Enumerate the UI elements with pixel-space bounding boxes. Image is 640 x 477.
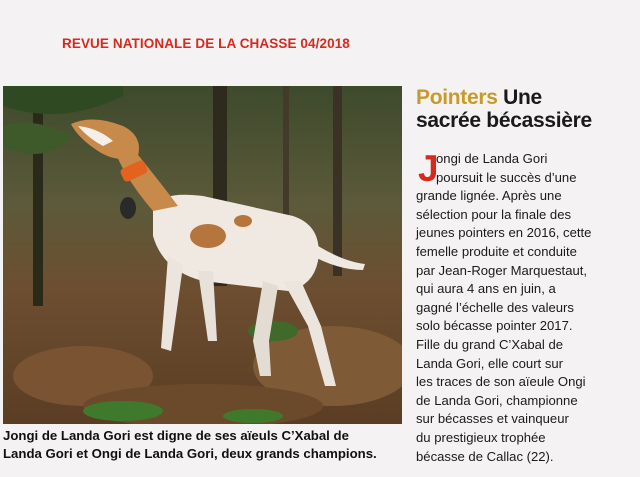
body-line: gagné l’échelle des valeurs — [416, 299, 574, 315]
body-line: solo bécasse pointer 2017. — [416, 318, 573, 334]
body-line: qui aura 4 ans en juin, a — [416, 281, 556, 297]
body-line: Fille du grand C’Xabal de — [416, 336, 564, 352]
drop-cap: J — [418, 148, 439, 189]
body-line: par Jean-Roger Marquestaut, — [416, 262, 588, 278]
body-line: de Landa Gori, championne — [416, 392, 578, 408]
caption-line: Landa Gori et Ongi de Landa Gori, deux grands champions. — [3, 446, 377, 461]
dog-photo — [3, 86, 402, 424]
body-line: jeunes pointers en 2016, cette — [416, 225, 592, 241]
body-line: sur bécasses et vainqueur — [416, 411, 569, 427]
title-rest: Une — [497, 86, 542, 109]
title-line-2: sacrée bécassière — [416, 109, 592, 132]
article-body — [416, 150, 638, 466]
body-line: femelle produite et conduite — [416, 243, 577, 259]
title-accent: Pointers — [416, 86, 498, 109]
body-line: Landa Gori, elle court sur — [416, 355, 564, 371]
magazine-header: REVUE NATIONALE DE LA CHASSE 04/2018 — [62, 36, 350, 51]
body-line: du prestigieux trophée — [416, 429, 546, 445]
body-line: ongi de Landa Gori — [436, 151, 548, 166]
body-line: poursuit le succès d’une — [436, 169, 577, 185]
body-line: grande lignée. Après une — [416, 188, 562, 204]
article-title — [416, 86, 636, 132]
caption-line: Jongi de Landa Gori est digne de ses aïeuls C’Xabal de — [3, 428, 349, 443]
photo-caption — [3, 427, 403, 463]
body-line: sélection pour la finale des — [416, 206, 572, 222]
body-line: bécasse de Callac (22). — [416, 448, 554, 464]
body-line: les traces de son aïeule Ongi — [416, 374, 586, 390]
